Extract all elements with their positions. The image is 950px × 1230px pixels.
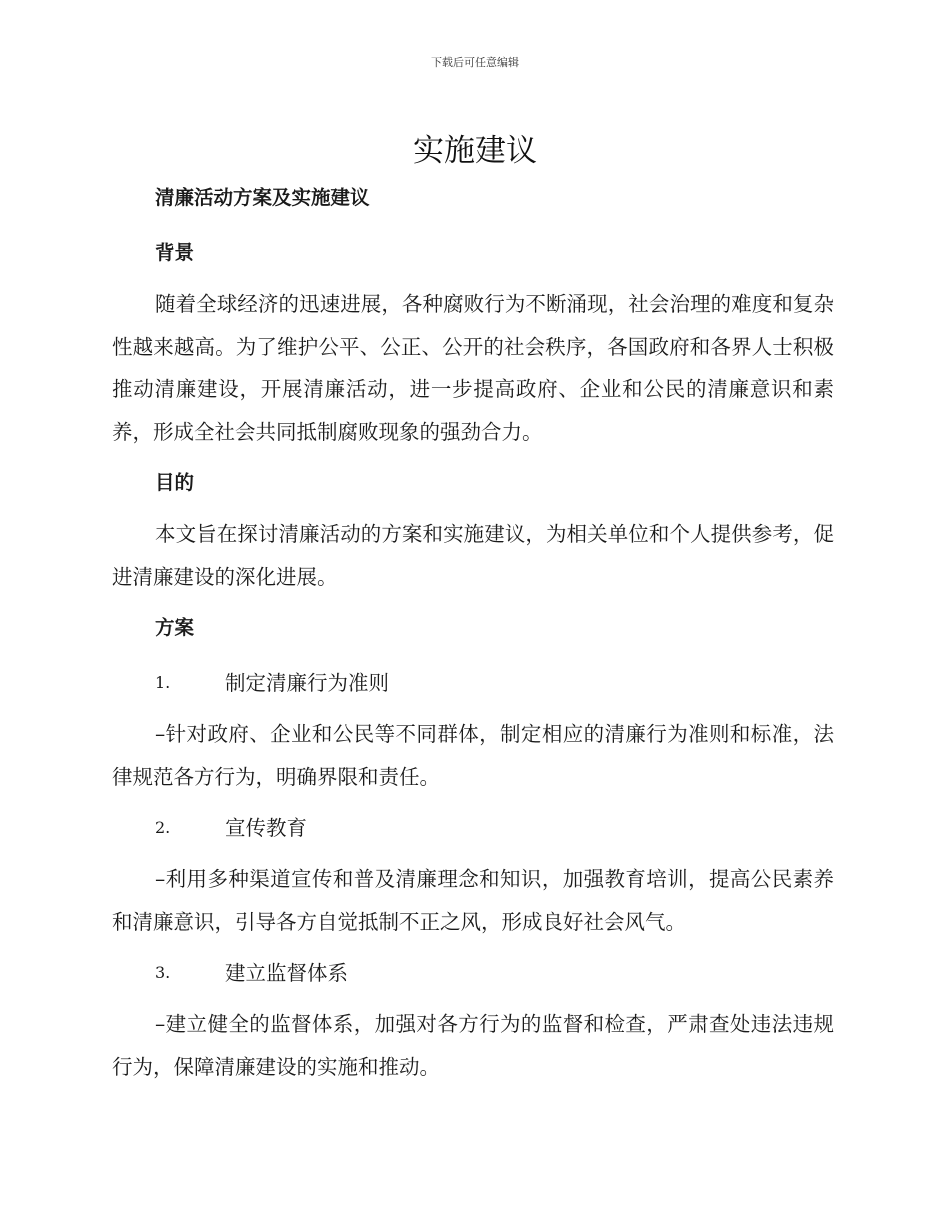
plan-item-title: 建立监督体系	[225, 961, 348, 985]
section-text-background: 随着全球经济的迅速进展，各种腐败行为不断涌现，社会治理的难度和复杂性越来越高。为了维护公平、公正、公开的社会秩序，各国政府和各界人士积极推动清廉建设，开展清廉活动，进一步提高政府、企业和公民的清廉意识和素养，形成全社会共同抵制腐败现象的强劲合力。	[112, 292, 834, 444]
plan-item-title: 宣传教育	[225, 816, 307, 840]
section-text-purpose: 本文旨在探讨清廉活动的方案和实施建议，为相关单位和个人提供参考，促进清廉建设的深化进展。	[112, 522, 834, 589]
section-heading-purpose: 目的	[155, 471, 195, 494]
section-heading-background: 背景	[155, 241, 195, 264]
page-header-note: 下载后可任意编辑	[431, 56, 519, 69]
document-subtitle: 清廉活动方案及实施建议	[155, 186, 370, 209]
plan-item-1	[112, 665, 834, 701]
plan-item-title: 制定清廉行为准则	[225, 671, 389, 695]
plan-item-text: –针对政府、企业和公民等不同群体，制定相应的清廉行为准则和标准，法律规范各方行为，明确界限和责任。	[112, 722, 834, 789]
plan-item-number: 1.	[155, 673, 171, 692]
plan-item-2	[112, 810, 834, 846]
document-body	[112, 180, 834, 1088]
plan-item-text: –建立健全的监督体系，加强对各方行为的监督和检查，严肃查处违法违规行为，保障清廉建设的实施和推动。	[112, 1012, 834, 1079]
plan-item-text: –利用多种渠道宣传和普及清廉理念和知识，加强教育培训，提高公民素养和清廉意识，引导各方自觉抵制不正之风，形成良好社会风气。	[112, 867, 834, 934]
document-title: 实施建议	[413, 133, 537, 169]
plan-item-number: 3.	[155, 963, 171, 982]
plan-item-3	[112, 955, 834, 991]
section-heading-plan: 方案	[155, 616, 195, 639]
plan-item-number: 2.	[155, 818, 171, 837]
